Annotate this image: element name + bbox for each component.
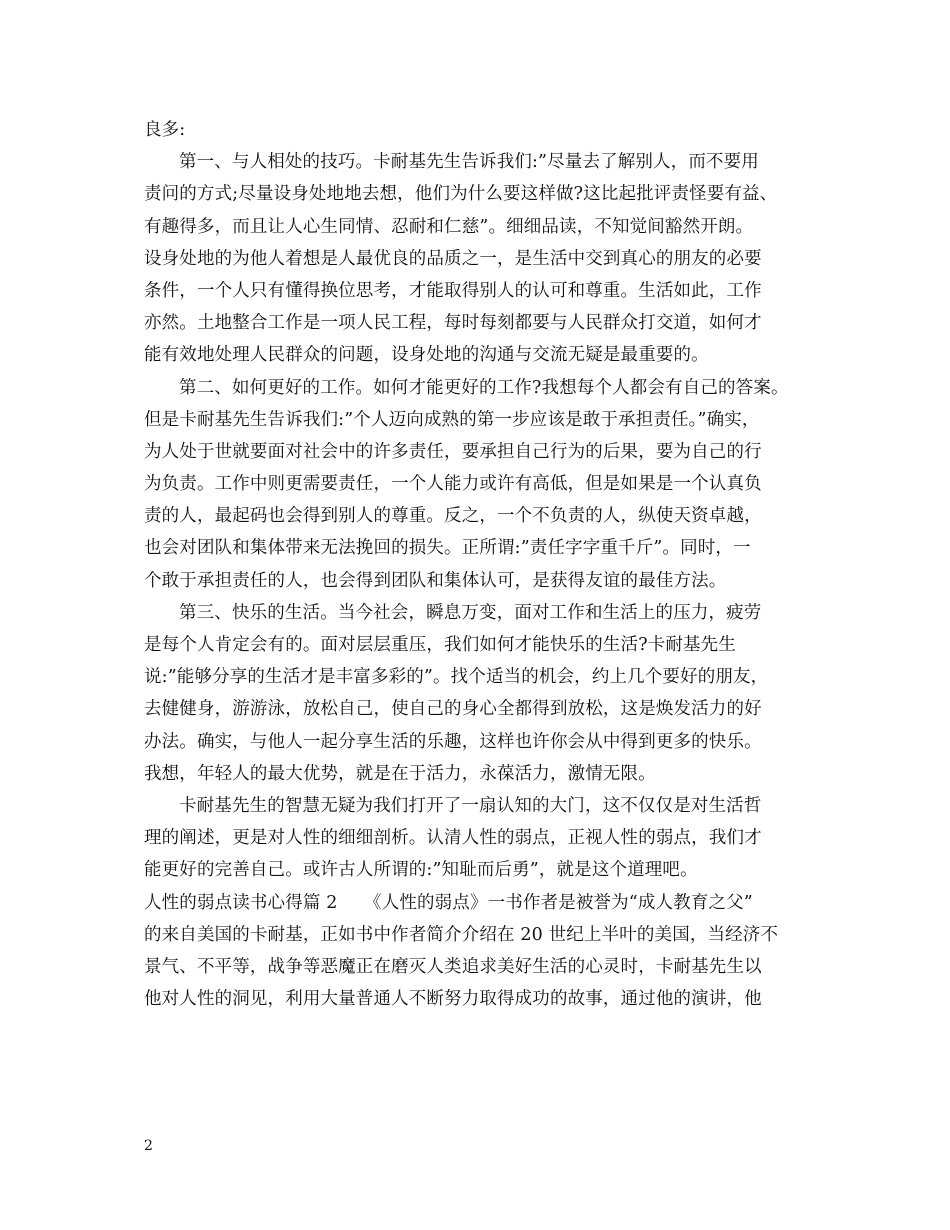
text-line: 第二、如何更好的工作。如何才能更好的工作?我想每个人都会有自己的答案。 (179, 377, 789, 398)
text-line: 的来自美国的卡耐基，正如书中作者简介介绍在 20 世纪上半叶的美国，当经济不 (144, 924, 779, 945)
text-line: 条件，一个人只有懂得换位思考，才能取得别人的认可和尊重。生活如此，工作 (144, 280, 762, 301)
text-line: 景气、不平等，战争等恶魔正在磨灭人类追求美好生活的心灵时，卡耐基先生以 (144, 956, 762, 977)
text-line: 责问的方式;尽量设身处地地去想，他们为什么要这样做?这比起批评责怪要有益、 (144, 184, 778, 205)
text-line: 良多: (144, 120, 186, 140)
text-line: 为人处于世就要面对社会中的许多责任，要承担自己行为的后果，要为自己的行 (144, 441, 762, 462)
text-line: 办法。确实，与他人一起分享生活的乐趣，这样也许你会从中得到更多的快乐。 (144, 731, 762, 752)
text-line: 但是卡耐基先生告诉我们:”个人迈向成熟的第一步应该是敢于承担责任。”确实， (144, 409, 760, 430)
text-line: 为负责。工作中则更需要责任，一个人能力或许有高低，但是如果是一个认真负 (144, 474, 762, 495)
text-line: 设身处地的为他人着想是人最优良的品质之一，是生活中交到真心的朋友的必要 (144, 248, 762, 269)
text-line: 去健健身，游游泳，放松自己，使自己的身心全都得到放松，这是焕发活力的好 (144, 699, 762, 720)
body-text (144, 114, 824, 1015)
text-line: 亦然。土地整合工作是一项人民工程，每时每刻都要与人民群众打交道，如何才 (144, 313, 762, 334)
text-line: 个敢于承担责任的人，也会得到团队和集体认可，是获得友谊的最佳方法。 (144, 570, 727, 591)
text-line: 我想，年轻人的最大优势，就是在于活力，永葆活力，激情无限。 (144, 763, 656, 784)
text-line: 第一、与人相处的技巧。卡耐基先生告诉我们:”尽量去了解别人，而不要用 (179, 152, 759, 173)
text-line: 第三、快乐的生活。当今社会，瞬息万变，面对工作和生活上的压力，疲劳 (179, 602, 762, 623)
text-line: 人性的弱点读书心得篇 2 《人性的弱点》一书作者是被誉为“成人教育之父” (144, 892, 753, 913)
text-line: 也会对团队和集体带来无法挽回的损失。正所谓:”责任字字重千斤”。同时，一 (144, 538, 751, 559)
text-line: 说:”能够分享的生活才是丰富多彩的”。找个适当的机会，约上几个要好的朋友， (144, 667, 769, 688)
page-number: 2 (144, 1138, 153, 1154)
text-line: 能有效地处理人民群众的问题，设身处地的沟通与交流无疑是最重要的。 (144, 345, 709, 366)
text-line: 能更好的完善自己。或许古人所谓的:”知耻而后勇”，就是这个道理吧。 (144, 860, 698, 881)
text-line: 理的阐述，更是对人性的细细剖析。认清人性的弱点，正视人性的弱点，我们才 (144, 828, 762, 849)
text-line: 有趣得多，而且让人心生同情、忍耐和仁慈”。细细品读，不知觉间豁然开朗。 (144, 216, 754, 237)
text-line: 是每个人肯定会有的。面对层层重压，我们如何才能快乐的生活?卡耐基先生 (144, 635, 736, 655)
text-line: 他对人性的洞见，利用大量普通人不断努力取得成功的故事，通过他的演讲，他 (144, 989, 762, 1010)
text-line: 责的人，最起码也会得到别人的尊重。反之，一个不负责的人，纵使天资卓越， (144, 506, 762, 527)
text-line: 卡耐基先生的智慧无疑为我们打开了一扇认知的大门，这不仅仅是对生活哲 (179, 795, 762, 816)
